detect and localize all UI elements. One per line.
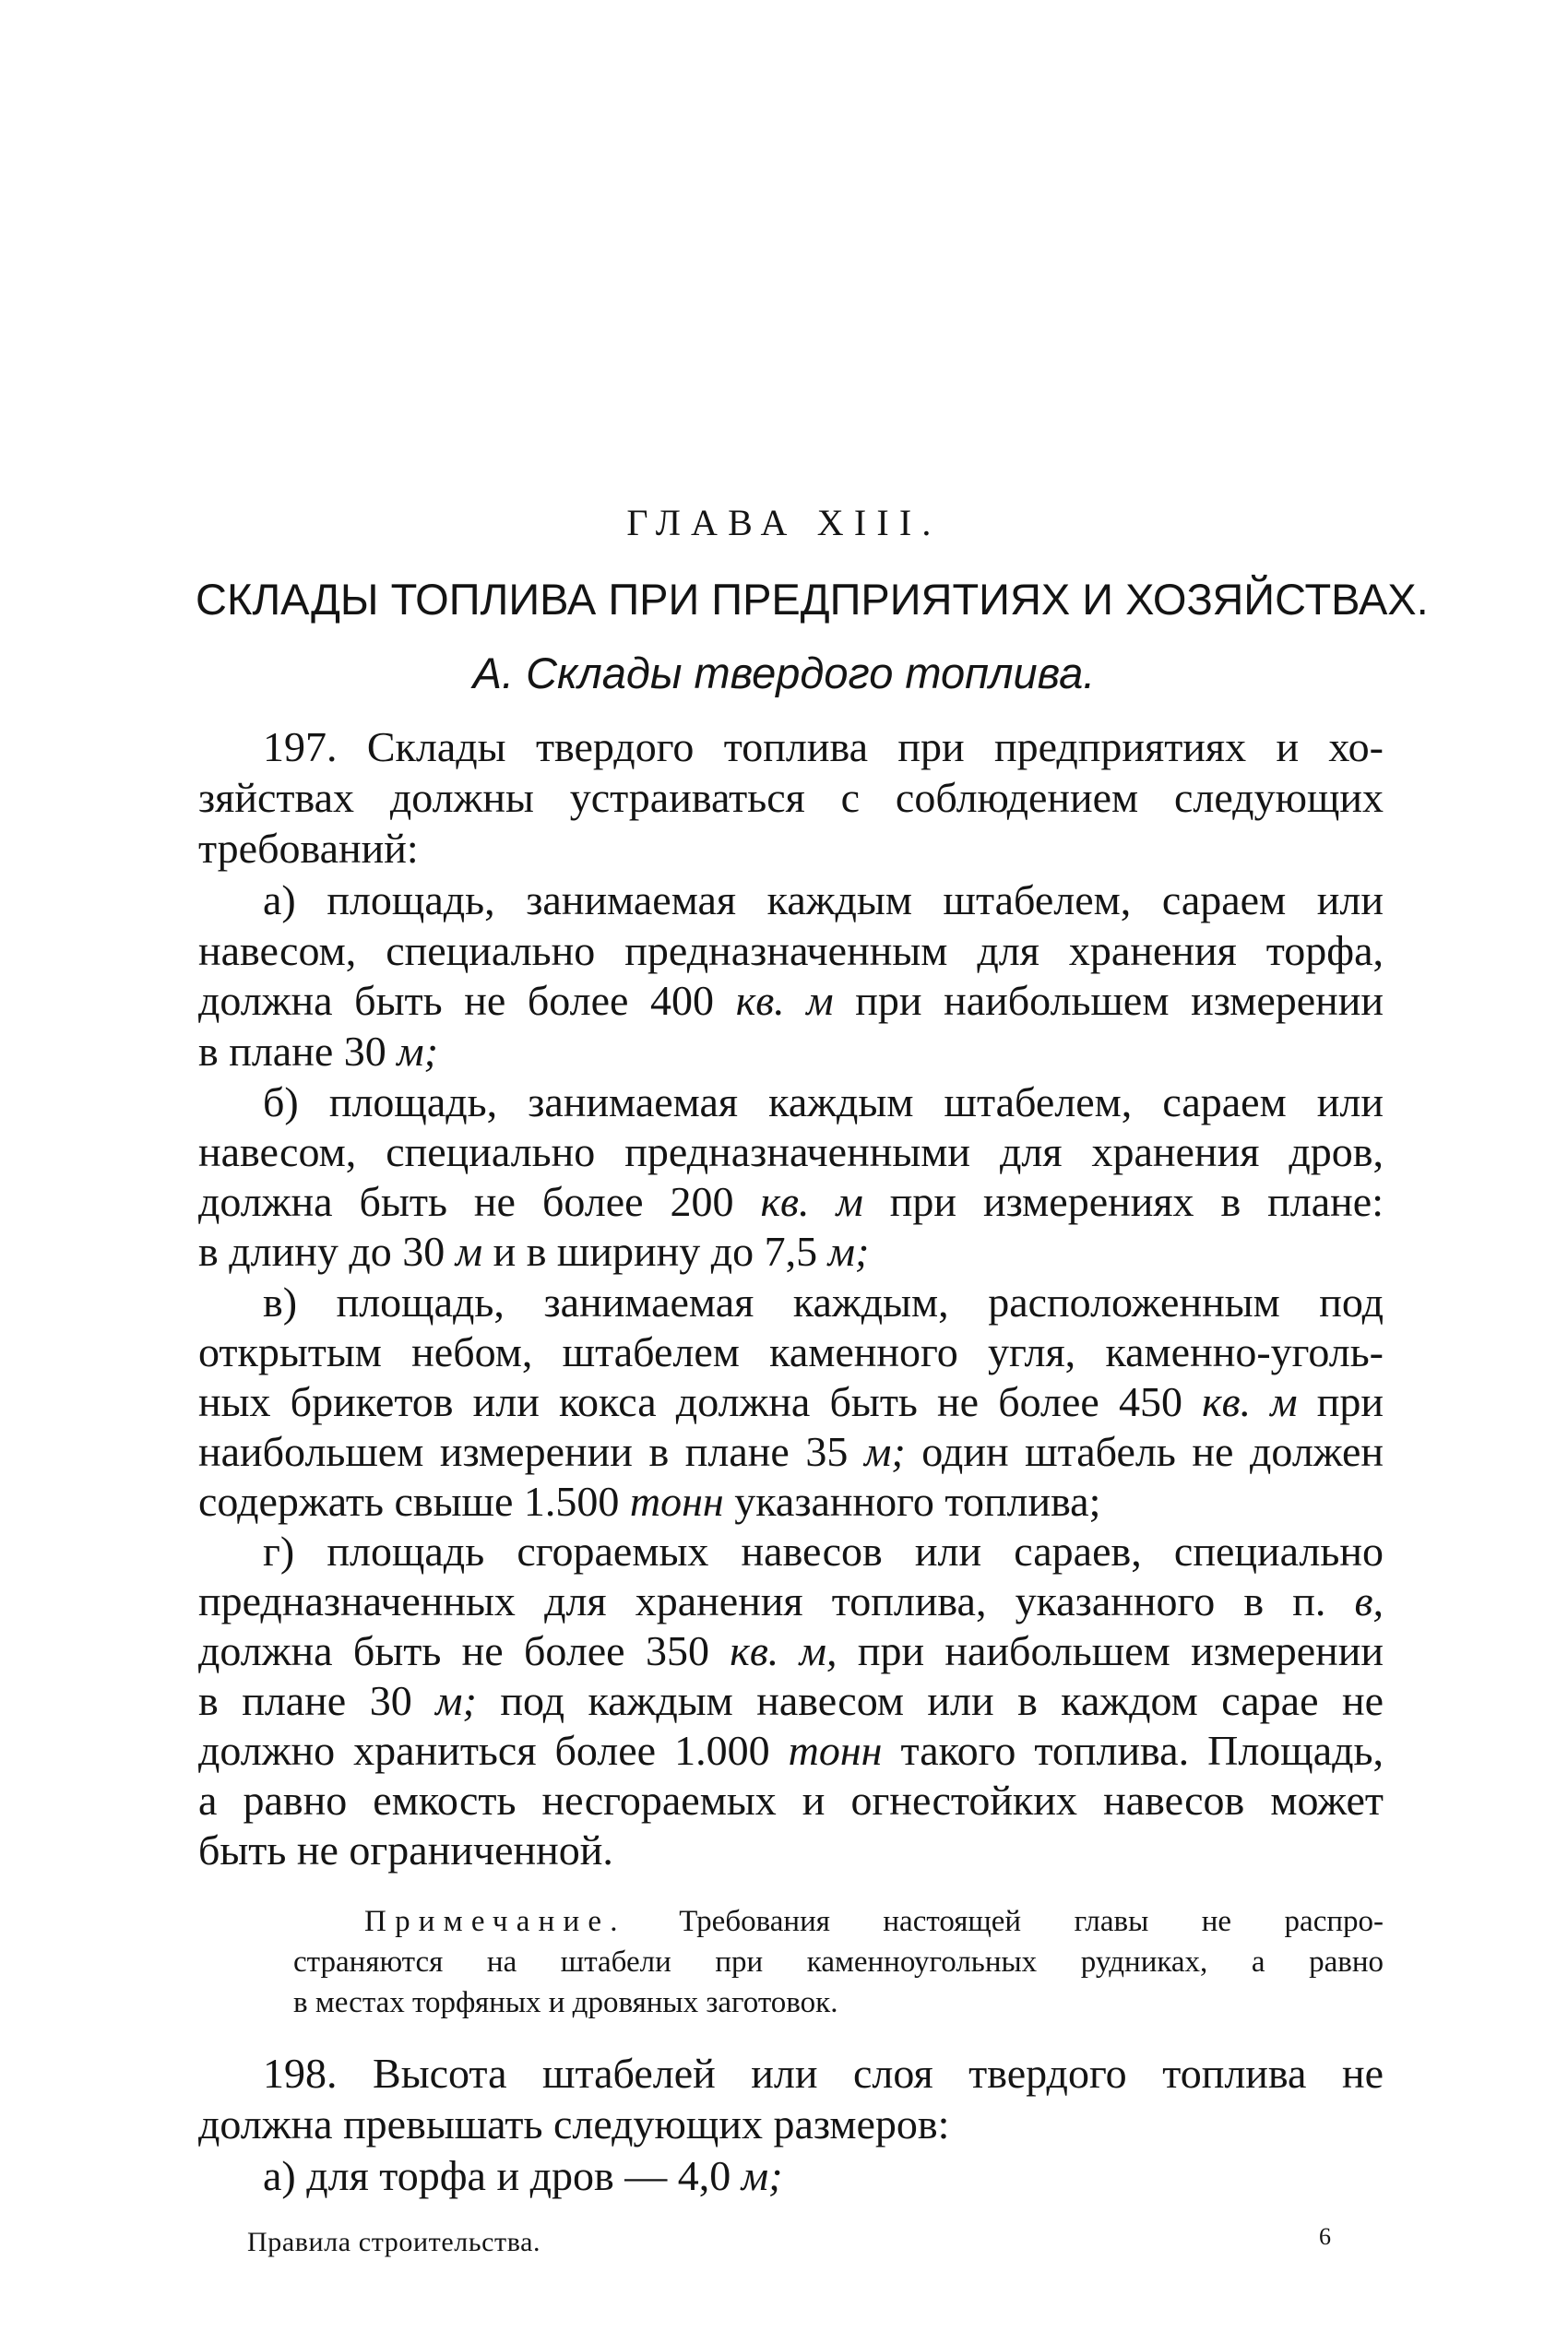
item-g-line-6: а равно емкость несгораемых и огнестойких навесов может xyxy=(198,1777,1384,1824)
p197-line-3: требований: xyxy=(198,825,419,872)
note-label: Примечание. xyxy=(364,1905,626,1938)
note-line-2: страняются на штабели при каменноугольных рудниках, а равно xyxy=(293,1945,1384,1979)
item-b-line-4: в длину до 30 м и в ширину до 7,5 м; xyxy=(198,1228,870,1275)
item-a-line-2: навесом, специально предназначенным для хранения торфа, xyxy=(198,927,1384,974)
p198-line-1: 198. Высота штабелей или слоя твердого топлива не xyxy=(263,2050,1384,2097)
p198-line-3: а) для торфа и дров — 4,0 м; xyxy=(263,2152,783,2199)
item-g-line-4: в плане 30 м; под каждым навесом или в каждом сарае не xyxy=(198,1677,1384,1724)
item-g-line-5: должно храниться более 1.000 тонн такого топлива. Площадь, xyxy=(198,1727,1384,1774)
p197-line-2: зяйствах должны устраиваться с соблюдением следующих xyxy=(198,774,1384,821)
item-v-line-1: в) площадь, занимаемая каждым, расположенным под xyxy=(263,1279,1384,1326)
item-a-line-1: а) площадь, занимаемая каждым штабелем, сараем или xyxy=(263,876,1384,923)
item-g-line-1: г) площадь сгораемых навесов или сараев, специально xyxy=(263,1528,1384,1575)
note-line-1: Примечание. Требования настоящей главы не распро- xyxy=(364,1905,1384,1938)
item-b-line-2: навесом, специально предназначенными для хранения дров, xyxy=(198,1128,1384,1175)
p198-line-2: должна превышать следующих размеров: xyxy=(198,2100,950,2148)
item-g-line-3: должна быть не более 350 кв. м, при наибольшем измерении xyxy=(198,1627,1384,1674)
item-b-line-1: б) площадь, занимаемая каждым штабелем, сараем или xyxy=(263,1078,1384,1125)
section-title: А. Склады твердого топлива. xyxy=(472,648,1096,697)
note-line-3: в местах торфяных и дровяных заготовок. xyxy=(293,1986,838,2019)
item-v-line-3: ных брикетов или кокса должна быть не более 450 кв. м при xyxy=(198,1378,1384,1425)
item-g-line-7: быть не ограниченной. xyxy=(198,1826,613,1874)
item-g-line-2: предназначенных для хранения топлива, указанного в п. в, xyxy=(198,1577,1384,1624)
footer-signature: Правила строительства. xyxy=(247,2227,541,2257)
p197-line-1: 197. Склады твердого топлива при предприятиях и хо- xyxy=(263,723,1384,770)
footer-sheet-mark: 6 xyxy=(1319,2223,1331,2250)
item-v-line-5: содержать свыше 1.500 тонн указанного топлива; xyxy=(198,1478,1101,1525)
item-a-line-3: должна быть не более 400 кв. м при наибольшем измерении xyxy=(198,977,1384,1024)
item-v-line-4: наибольшем измерении в плане 35 м; один штабель не должен xyxy=(198,1428,1384,1475)
chapter-title: СКЛАДЫ ТОПЛИВА ПРИ ПРЕДПРИЯТИЯХ И ХОЗЯЙСТВАХ. xyxy=(196,575,1429,624)
item-a-line-4: в плане 30 м; xyxy=(198,1028,438,1075)
chapter-label: ГЛАВА XIII. xyxy=(626,502,942,543)
item-v-line-2: открытым небом, штабелем каменного угля, каменно-уголь- xyxy=(198,1328,1384,1375)
item-b-line-3: должна быть не более 200 кв. м при измерениях в плане: xyxy=(198,1178,1384,1225)
